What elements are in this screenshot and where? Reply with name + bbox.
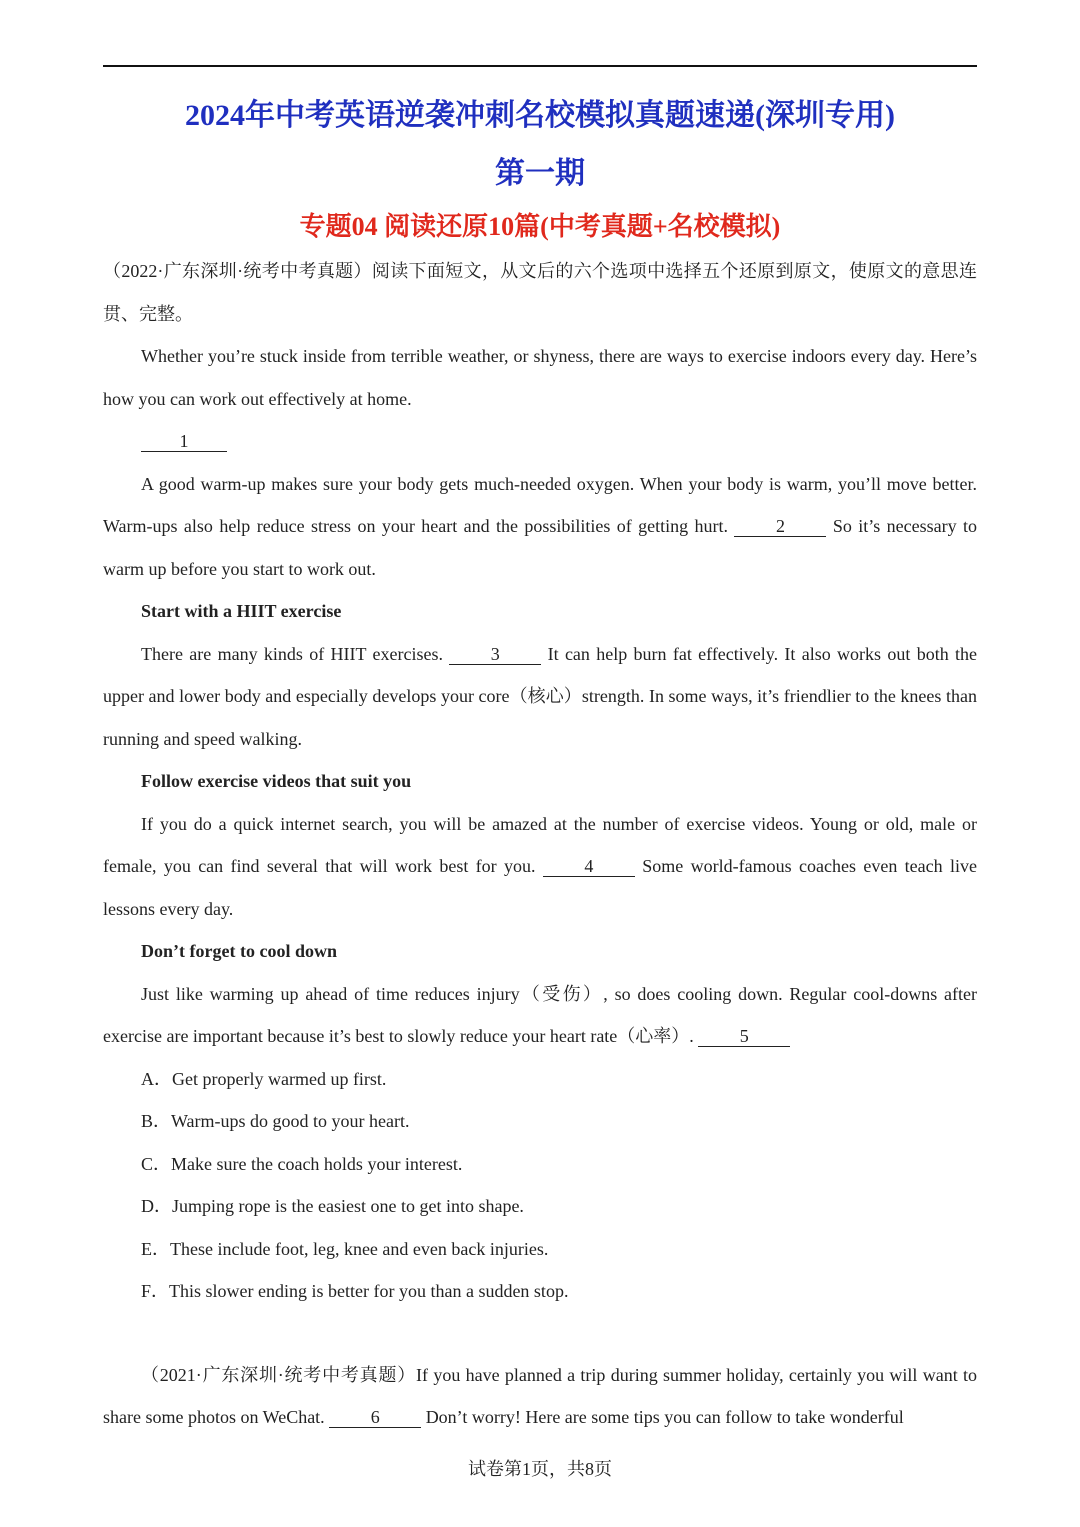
paragraph-warmup bbox=[103, 463, 977, 591]
blank-line-1 bbox=[103, 420, 977, 463]
section-gap bbox=[103, 1313, 977, 1354]
heading-cooldown: Don’t forget to cool down bbox=[141, 941, 337, 961]
topic-title: 专题04 阅读还原10篇(中考真题+名校模拟) bbox=[299, 212, 781, 241]
paragraph-hiit-text: There are many kinds of HIIT exercises. bbox=[141, 643, 443, 664]
paragraph-warmup-tail: So it’s necessary to warm up before you start to work out. bbox=[103, 516, 978, 579]
passage2-text: （2021·广东深圳·统考中考真题）If you have planned a trip during summer holiday, certainly you will want to share some photos on WeChat. bbox=[103, 1364, 977, 1427]
intro-paragraph: Whether you’re stuck inside from terrible weather, or shyness, there are ways to exercise indoors every day. Here’s how you can work out effectively at home. bbox=[103, 346, 977, 409]
paragraph-videos bbox=[103, 803, 977, 931]
paragraph-warmup-text: A good warm-up makes sure your body gets much-needed oxygen. When your body is warm, you’ll move better. Warm-ups also help reduce stress on your heart and the possibilities of getting hurt. bbox=[103, 473, 977, 536]
instruction-text: （2022·广东深圳·统考中考真题）阅读下面短文，从文后的六个选项中选择五个还原到原文，使原文的意思连贯、完整。 bbox=[103, 261, 977, 324]
paragraph-cooldown-text: Just like warming up ahead of time reduces injury（受伤）, so does cooling down. Regular cool-downs after exercise are important because it’s best to slowly reduce your heart rate（心率）. bbox=[103, 983, 977, 1046]
header-rule bbox=[103, 65, 977, 67]
option-f: F．This slower ending is better for you than a sudden stop. bbox=[141, 1281, 569, 1301]
option-b: B．Warm-ups do good to your heart. bbox=[141, 1111, 410, 1131]
paragraph-cooldown bbox=[103, 973, 977, 1058]
page-footer: 试卷第1页，共8页 bbox=[468, 1459, 612, 1479]
passage2-paragraph bbox=[103, 1354, 977, 1439]
paragraph-videos-tail: Some world-famous coaches even teach live lessons every day. bbox=[103, 856, 978, 919]
paragraph-hiit bbox=[103, 633, 977, 761]
issue-title: 第一期 bbox=[495, 157, 585, 190]
paragraph-videos-text: If you do a quick internet search, you will be amazed at the number of exercise videos. Young or old, male or female, you can find several that will work best for you. bbox=[103, 813, 977, 876]
passage2-tail: Don’t worry! Here are some tips you can follow to take wonderful bbox=[425, 1407, 904, 1427]
answer-blank-1: 1 bbox=[141, 431, 227, 452]
answer-blank-4: 4 bbox=[543, 856, 635, 877]
answer-blank-2: 2 bbox=[734, 516, 826, 537]
document-title: 2024年中考英语逆袭冲刺名校模拟真题速递(深圳专用) bbox=[185, 99, 895, 132]
option-e: E．These include foot, leg, knee and even back injuries. bbox=[141, 1238, 549, 1259]
answer-blank-5: 5 bbox=[698, 1026, 790, 1047]
paragraph-hiit-tail: It can help burn fat effectively. It also works out both the upper and lower body and especially develops your core（核心）strength. In some ways, it’s friendlier to the knees than running and speed walking. bbox=[103, 643, 978, 749]
heading-hiit: Start with a HIIT exercise bbox=[141, 601, 342, 621]
option-a: A．Get properly warmed up first. bbox=[141, 1068, 387, 1089]
option-d: D．Jumping rope is the easiest one to get into shape. bbox=[141, 1196, 524, 1216]
option-c: C．Make sure the coach holds your interest. bbox=[141, 1153, 463, 1174]
answer-blank-6: 6 bbox=[329, 1407, 421, 1428]
answer-blank-3: 3 bbox=[449, 644, 541, 665]
heading-videos: Follow exercise videos that suit you bbox=[141, 771, 412, 791]
passage-body bbox=[103, 250, 977, 1439]
